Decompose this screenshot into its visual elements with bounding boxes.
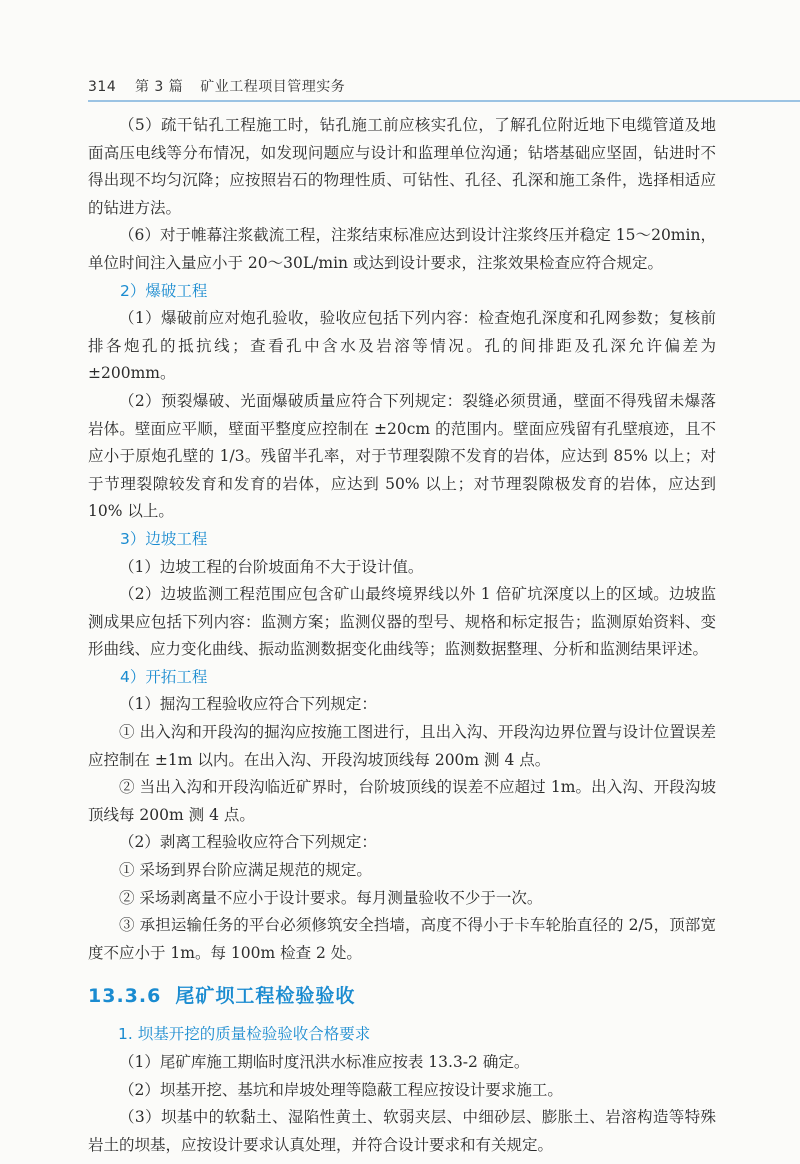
header-divider (88, 100, 800, 102)
body-text-1 (88, 112, 716, 967)
paragraph: （3）坝基中的软黏土、湿陷性黄土、软弱夹层、中细砂层、膨胀土、岩溶构造等特殊岩土的坝基，应按设计要求认真处理，并符合设计要求和有关规定。 (88, 1108, 716, 1154)
paragraph: （2）剥离工程验收应符合下列规定： (119, 833, 377, 852)
section-number: 13.3.6 (88, 985, 162, 1008)
subheading: 3）边坡工程 (120, 529, 208, 548)
subheading: 2）爆破工程 (120, 281, 208, 300)
page-number: 314 (88, 79, 117, 95)
book-title: 矿业工程项目管理实务 (200, 79, 346, 95)
paragraph: ① 出入沟和开段沟的掘沟应按施工图进行，且出入沟、开段沟边界位置与设计位置误差应控制在 ±1m 以内。在出入沟、开段沟坡顶线每 200m 测 4 点。 (88, 723, 716, 769)
paragraph: ② 采场剥离量不应小于设计要求。每月测量验收不少于一次。 (119, 888, 543, 907)
paragraph: （1）边坡工程的台阶坡面角不大于设计值。 (119, 557, 424, 576)
page-header (88, 76, 800, 96)
paragraph: （2）预裂爆破、光面爆破质量应符合下列规定：裂缝必须贯通，壁面不得残留未爆落岩体。壁面应平顺，壁面平整度应控制在 ±20cm 的范围内。壁面应残留有孔壁痕迹，且不应小于原炮孔壁的 1/3。残留半孔率，对于节理裂隙不发育的岩体，应达到 85% 以上；对于节理裂隙较发育和发育的岩体，应达到 50% 以上；对节理裂隙极发育的岩体，应达到 10% 以上。 (88, 391, 716, 521)
paragraph: ③ 承担运输任务的平台必须修筑安全挡墙，高度不得小于卡车轮胎直径的 2/5，顶部宽度不应小于 1m。每 100m 检查 2 处。 (88, 916, 716, 962)
paragraph: （1）尾矿库施工期临时度汛洪水标准应按表 13.3-2 确定。 (119, 1053, 530, 1071)
paragraph: （6）对于帷幕注浆截流工程，注浆结束标准应达到设计注浆终压并稳定 15～20min，单位时间注入量应小于 20～30L/min 或达到设计要求，注浆效果检查应符合规定。 (88, 226, 716, 272)
page-content (88, 112, 716, 1159)
paragraph: ② 当出入沟和开段沟临近矿界时，台阶坡顶线的误差不应超过 1m。出入沟、开段沟坡顶线每 200m 测 4 点。 (88, 778, 716, 824)
paragraph: （1）掘沟工程验收应符合下列规定： (119, 695, 377, 714)
paragraph: ① 采场到界台阶应满足规范的规定。 (119, 861, 372, 880)
subsection-heading: 1. 坝基开挖的质量检验验收合格要求 (118, 1025, 371, 1044)
section-heading (88, 981, 716, 1011)
paragraph: （2）边坡监测工程范围应包含矿山最终境界线以外 1 倍矿坑深度以上的区域。边坡监测成果应包括下列内容：监测方案；监测仪器的型号、规格和标定报告；监测原始资料、变形曲线、应力变化曲线、振动监测数据变化曲线等；监测数据整理、分析和监测结果评述。 (88, 585, 716, 659)
paragraph: （1）爆破前应对炮孔验收，验收应包括下列内容：检查炮孔深度和孔网参数；复核前排各炮孔的抵抗线；查看孔中含水及岩溶等情况。孔的间排距及孔深允许偏差为 ±200mm。 (88, 309, 716, 383)
subheading: 4）开拓工程 (120, 667, 208, 686)
paragraph: （5）疏干钻孔工程施工时，钻孔施工前应核实孔位，了解孔位附近地下电缆管道及地面高压电线等分布情况，如发现问题应与设计和监理单位沟通；钻塔基础应坚固，钻进时不得出现不均匀沉降；应按照岩石的物理性质、可钻性、孔径、孔深和施工条件，选择相适应的钻进方法。 (88, 116, 716, 217)
paragraph: （2）坝基开挖、基坑和岸坡处理等隐蔽工程应按设计要求施工。 (119, 1080, 563, 1099)
section-title: 尾矿坝工程检验验收 (175, 985, 356, 1008)
part-label: 第 3 篇 (134, 79, 184, 95)
body-text-2 (88, 1021, 716, 1159)
